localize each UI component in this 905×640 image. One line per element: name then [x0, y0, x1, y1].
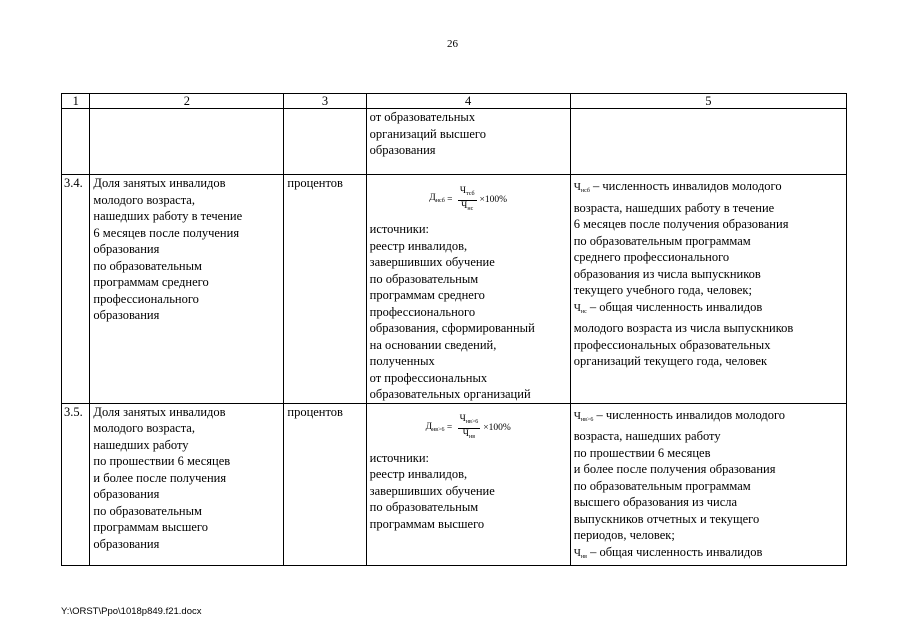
name-line: и более после получения: [93, 470, 227, 485]
table-row-3-5: [62, 403, 847, 566]
header-col-5: 5: [570, 94, 846, 109]
desc-line: образования из числа выпускников: [573, 266, 761, 281]
name-line: образования: [93, 308, 160, 322]
desc-line: организаций текущего года, человек: [573, 354, 768, 368]
source-line: профессионального: [369, 304, 476, 319]
header-col-1: 1: [62, 94, 90, 109]
unit-cell: процентов: [284, 403, 366, 566]
unit-cell: процентов: [284, 175, 366, 404]
source-line: полученных: [369, 354, 435, 368]
source-line: реестр инвалидов,: [369, 467, 468, 481]
formula-tail: ×100%: [479, 194, 508, 205]
source-line: по образовательным: [369, 271, 479, 286]
source-line: на основании сведений,: [369, 337, 497, 352]
name-line: нашедших работу: [93, 437, 189, 452]
row-number: 3.4.: [62, 175, 90, 404]
source-line: программам среднего: [369, 288, 485, 302]
description-cell: [570, 403, 846, 566]
file-path-footer: Y:\ORST\Ppo\1018p849.f21.docx: [61, 606, 202, 617]
table-header-row: [62, 94, 847, 109]
cont-cell-1: [62, 109, 90, 175]
desc-line: среднего профессионального: [573, 250, 730, 264]
desc-line: профессиональных образовательных: [573, 337, 771, 352]
desc-line: по образовательным программам: [573, 233, 751, 248]
header-col-3: 3: [284, 94, 366, 109]
row-number: 3.5.: [62, 403, 90, 566]
formula-cell: [366, 175, 570, 404]
formula-cell: [366, 403, 570, 566]
source-line: источники:: [369, 222, 429, 236]
desc-line: $Ч_{нв>6}$ – численность инвалидов молодого: [573, 407, 786, 423]
name-line: профессионального: [93, 291, 199, 306]
desc-line: возраста, нашедших работу: [573, 429, 721, 443]
cont-line: образования: [369, 143, 436, 157]
cont-cell-2: [90, 109, 284, 175]
description-cell: [570, 175, 846, 404]
desc-line: текущего учебного года, человек;: [573, 283, 752, 297]
desc-line: периодов, человек;: [573, 528, 675, 542]
formula: $Д_{нв>6}$ = $\frac{Ч_{нв>6}}{Ч_{нв}}$ ×100%: [370, 412, 567, 446]
formula-tail: ×100%: [483, 423, 511, 434]
desc-line: $Ч_{нс}$ – общая численность инвалидов: [573, 299, 763, 315]
source-line: программам высшего: [369, 516, 485, 531]
cont-cell-4: [366, 109, 570, 175]
desc-line: $Ч_{нсб}$ – численность инвалидов молодого: [573, 179, 782, 194]
formula-lhs: $Д_{нв>6}$: [425, 421, 445, 433]
desc-line: возраста, нашедших работу в течение: [573, 200, 775, 215]
indicator-name: [90, 175, 284, 404]
cont-line: организаций высшего: [369, 126, 486, 141]
formula-fraction: $\frac{Ч_{тсб}}{Ч_{нс}}$: [459, 185, 475, 212]
name-line: образования: [93, 242, 160, 256]
formula-lhs: $Д_{нсб}$: [429, 193, 445, 205]
indicators-table: [61, 93, 847, 566]
desc-line: выпускников отчетных и текущего: [573, 511, 760, 526]
desc-line: 6 месяцев после получения образования: [573, 217, 789, 231]
name-line: Доля занятых инвалидов: [93, 176, 226, 190]
name-line: программам среднего: [93, 275, 209, 289]
cont-line: от образовательных: [369, 110, 476, 124]
header-col-4: 4: [366, 94, 570, 109]
name-line: нашедших работу в течение: [93, 209, 243, 223]
indicator-name: [90, 403, 284, 566]
source-line: от профессиональных: [369, 370, 488, 385]
table-row-3-4: [62, 175, 847, 404]
desc-line: высшего образования из числа: [573, 495, 738, 509]
source-line: завершивших обучение: [369, 483, 495, 498]
name-line: молодого возраста,: [93, 421, 195, 435]
name-line: 6 месяцев после получения: [93, 225, 240, 240]
name-line: по образовательным: [93, 258, 202, 273]
desc-line: по образовательным программам: [573, 478, 751, 493]
desc-line: молодого возраста из числа выпускников: [573, 321, 794, 335]
cont-cell-5: [570, 109, 846, 175]
page-number: 26: [447, 38, 458, 50]
desc-line: по прошествии 6 месяцев: [573, 445, 711, 460]
source-line: завершивших обучение: [369, 255, 495, 269]
cont-cell-3: [284, 109, 366, 175]
desc-line: и более после получения образования: [573, 462, 776, 476]
source-line: источники:: [369, 450, 429, 465]
source-line: образовательных организаций: [369, 387, 531, 401]
formula-fraction: $\frac{Ч_{нв>6}}{Ч_{нв}}$: [459, 414, 479, 440]
name-line: программам высшего: [93, 520, 208, 534]
name-line: по образовательным: [93, 503, 202, 518]
source-line: реестр инвалидов,: [369, 238, 468, 253]
header-col-2: 2: [90, 94, 284, 109]
name-line: по прошествии 6 месяцев: [93, 454, 231, 468]
name-line: Доля занятых инвалидов: [93, 404, 226, 419]
source-line: образования, сформированный: [369, 321, 535, 335]
name-line: молодого возраста,: [93, 192, 195, 207]
name-line: образования: [93, 487, 160, 501]
name-line: образования: [93, 536, 160, 551]
table-row-continuation: [62, 109, 847, 175]
source-line: по образовательным: [369, 500, 479, 514]
formula: $Д_{нсб}$ = $\frac{Ч_{тсб}}{Ч_{нс}}$ ×100%: [370, 183, 567, 217]
desc-line: $Ч_{нв}$ – общая численность инвалидов: [573, 544, 763, 560]
